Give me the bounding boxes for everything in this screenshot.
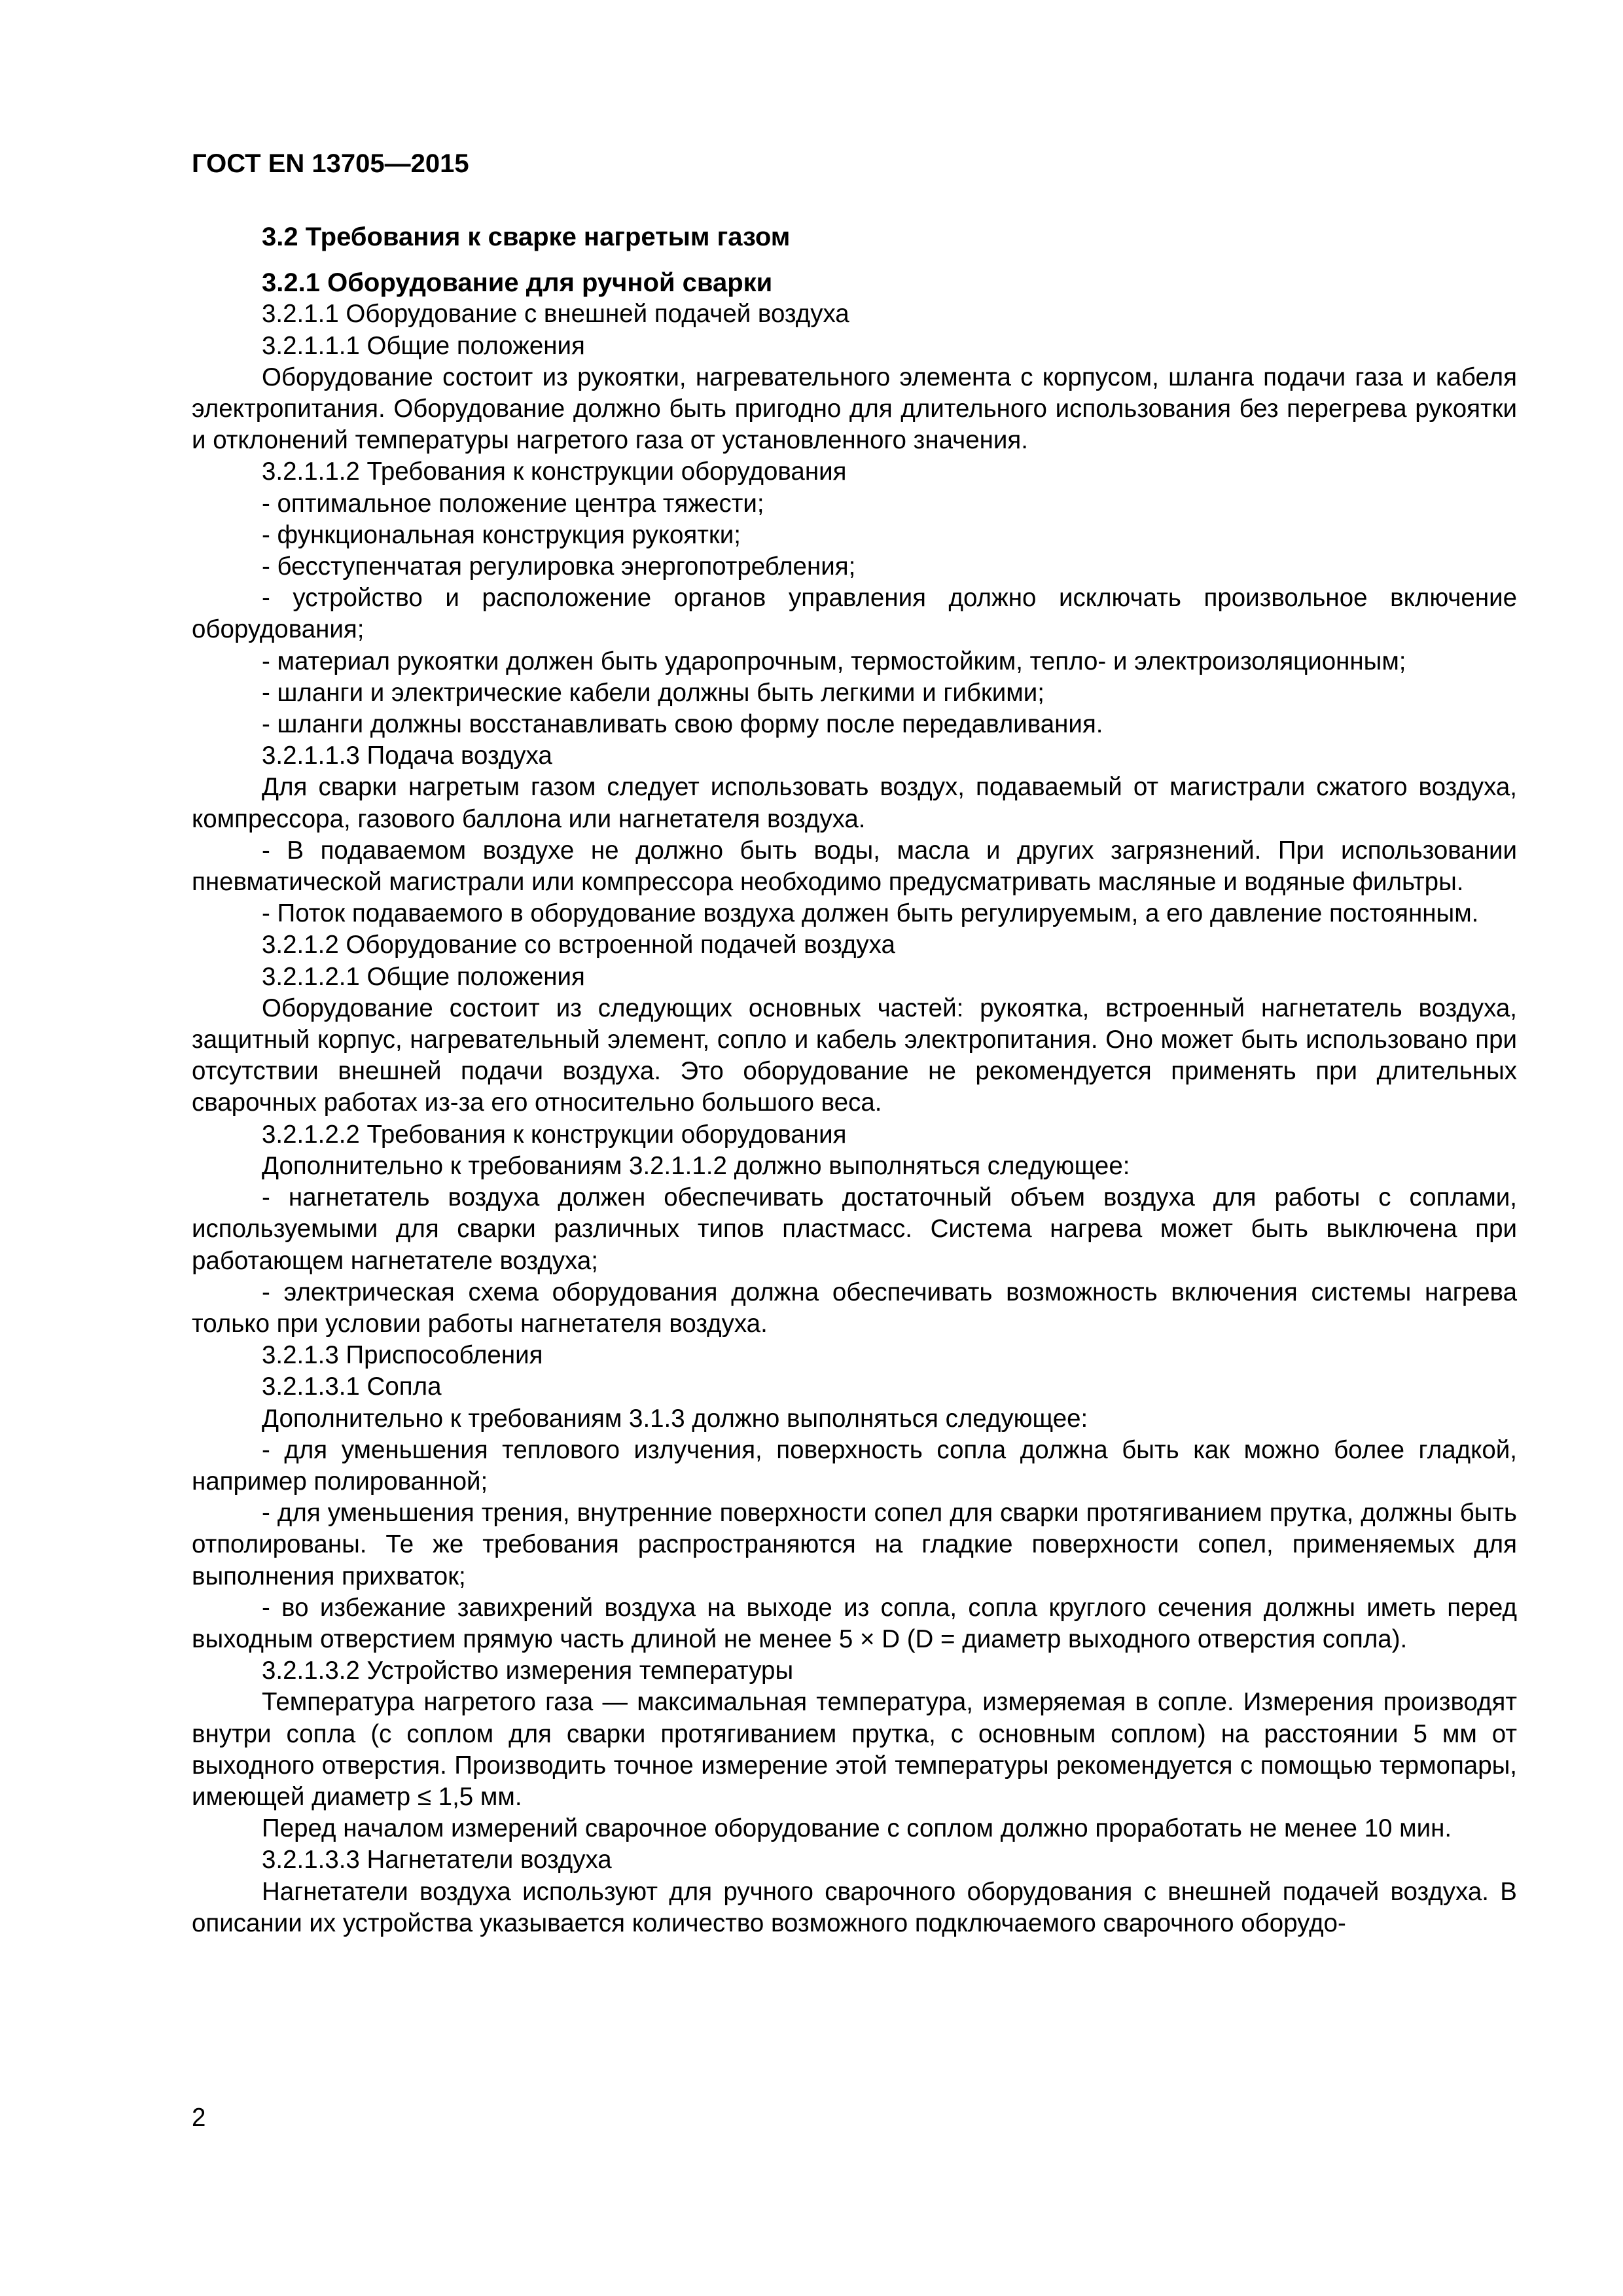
paragraph: Температура нагретого газа — максимальная температура, измеряемая в сопле. Измерения производят внутри сопла (с соплом для сварки протягиванием прутка, с основным соплом) на расстоянии 5 мм от выходного отверстия. Производить точное измерение этой температуры рекомендуется с помощью термопары, имеющей диаметр ≤ 1,5 мм. <box>192 1688 1517 1811</box>
clause-heading: 3.2.1.3.3 Нагнетатели воздуха <box>262 1846 612 1874</box>
clause-heading: 3.2.1.3.2 Устройство измерения температуры <box>262 1657 794 1685</box>
page-number: 2 <box>192 2104 206 2132</box>
section-heading: 3.2.1 Оборудование для ручной сварки <box>262 268 773 298</box>
section-heading: 3.2 Требования к сварке нагретым газом <box>262 223 791 251</box>
list-item: - для уменьшения теплового излучения, поверхность сопла должна быть как можно более гладкой, например полированной; <box>192 1435 1517 1496</box>
clause-heading: 3.2.1.1.2 Требования к конструкции оборудования <box>262 457 847 486</box>
paragraph: Оборудование состоит из следующих основных частей: рукоятка, встроенный нагнетатель воздуха, защитный корпус, нагревательный элемент, сопло и кабель электропитания. Оно может быть использовано при отсутствии внешней подачи воздуха. Это оборудование не рекомендуется применять при длительных сварочных работах из-за его относительно большого веса. <box>192 994 1517 1117</box>
list-item: - Поток подаваемого в оборудование воздуха должен быть регулируемым, а его давление постоянным. <box>262 899 1479 928</box>
list-item: - В подаваемом воздухе не должно быть воды, масла и других загрязнений. При использовании пневматической магистрали или компрессора необходимо предусматривать масляные и водяные фильтры. <box>192 836 1517 897</box>
list-item: - материал рукоятки должен быть ударопрочным, термостойким, тепло- и электроизоляционным; <box>262 647 1406 675</box>
document-body <box>192 221 1517 1939</box>
paragraph: Дополнительно к требованиям 3.1.3 должно выполняться следующее: <box>262 1404 1088 1433</box>
clause-heading: 3.2.1.3.1 Сопла <box>262 1372 442 1401</box>
paragraph: Для сварки нагретым газом следует использовать воздух, подаваемый от магистрали сжатого воздуха, компрессора, газового баллона или нагнетателя воздуха. <box>192 773 1517 833</box>
standard-designation: ГОСТ EN 13705—2015 <box>192 149 469 178</box>
clause-heading: 3.2.1.2.1 Общие положения <box>262 962 585 991</box>
paragraph: Перед началом измерений сварочное оборудование с соплом должно проработать не менее 10 мин. <box>262 1814 1452 1843</box>
list-item: - шланги и электрические кабели должны быть легкими и гибкими; <box>262 678 1044 707</box>
list-item: - устройство и расположение органов управления должно исключать произвольное включение оборудования; <box>192 584 1517 644</box>
list-item: - функциональная конструкция рукоятки; <box>262 520 741 549</box>
clause-heading: 3.2.1.2 Оборудование со встроенной подачей воздуха <box>262 931 895 960</box>
list-item: - для уменьшения трения, внутренние поверхности сопел для сварки протягиванием прутка, должны быть отполированы. Те же требования распространяются на гладкие поверхности сопел, применяемых для выполнения прихваток; <box>192 1499 1517 1590</box>
clause-heading: 3.2.1.3 Приспособления <box>262 1341 543 1370</box>
list-item: - во избежание завихрений воздуха на выходе из сопла, сопла круглого сечения должны иметь перед выходным отверстием прямую часть длиной не менее 5 × D (D = диаметр выходного отверстия сопла). <box>192 1593 1517 1653</box>
paragraph: Оборудование состоит из рукоятки, нагревательного элемента с корпусом, шланга подачи газа и кабеля электропитания. Оборудование должно быть пригодно для длительного использования без перегрева рукоятки и отклонений температуры нагретого газа от установленного значения. <box>192 363 1517 455</box>
document-page <box>192 148 1517 1939</box>
list-item: - шланги должны восстанавливать свою форму после передавливания. <box>262 710 1103 739</box>
list-item: - оптимальное положение центра тяжести; <box>262 489 764 518</box>
list-item: - электрическая схема оборудования должна обеспечивать возможность включения системы нагрева только при условии работы нагнетателя воздуха. <box>192 1278 1517 1338</box>
clause-heading: 3.2.1.1.1 Общие положения <box>262 331 585 360</box>
paragraph: Дополнительно к требованиям 3.2.1.1.2 должно выполняться следующее: <box>262 1151 1130 1180</box>
list-item: - бесступенчатая регулировка энергопотребления; <box>262 552 856 581</box>
clause-heading: 3.2.1.1.3 Подача воздуха <box>262 742 552 770</box>
clause-heading: 3.2.1.2.2 Требования к конструкции оборудования <box>262 1120 847 1149</box>
clause-heading: 3.2.1.1 Оборудование с внешней подачей воздуха <box>262 300 849 329</box>
paragraph: Нагнетатели воздуха используют для ручного сварочного оборудования с внешней подачей воздуха. В описании их устройства указывается количество возможного подключаемого сварочного оборудо- <box>192 1877 1517 1937</box>
list-item: - нагнетатель воздуха должен обеспечивать достаточный объем воздуха для работы с соплами, используемыми для сварки различных типов пластмасс. Система нагрева может быть выключена при работающем нагнетателе воздуха; <box>192 1183 1517 1275</box>
